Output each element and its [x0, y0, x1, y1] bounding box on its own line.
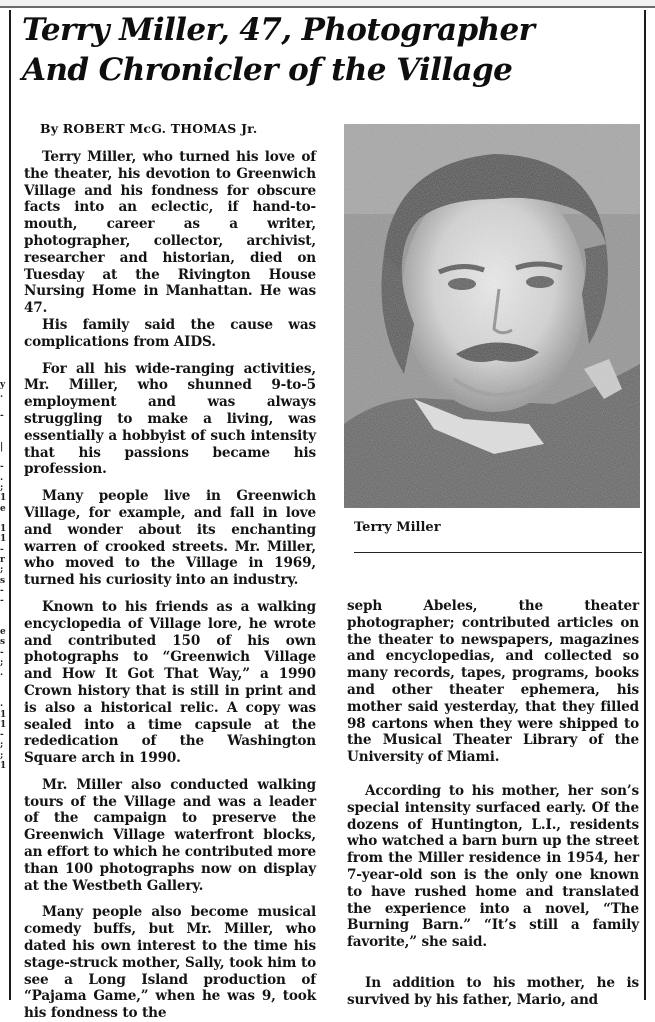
right-column-rule: [644, 10, 646, 1000]
left-column-rule: [9, 10, 11, 1000]
paragraph: Terry Miller, who turned his love of the theater, his devotion to Greenwich Village and his fondness for obscure facts into an eclectic, if hand-to-mouth, career as a writer, photographer, collector, archivist, researcher and historian, died on Tuesday at the Rivington House Nursing Home in Manhattan. He was 47.: [24, 149, 316, 317]
portrait-photo: [344, 124, 640, 508]
portrait-illustration: [344, 124, 640, 508]
caption-divider: [354, 552, 642, 553]
paragraph: In addition to his mother, he is survived by his father, Mario, and: [347, 974, 639, 1008]
paragraph: Known to his friends as a walking encyclopedia of Village lore, he wrote and contributed 150 of his own photographs to “Greenwich Village and How It Got That Way,” a 1990 Crown history that is still in print and is also a historical relic. A copy was sealed into a time capsule at the rededication of the Washington Square arch in 1990.: [24, 598, 316, 767]
paragraph: seph Abeles, the theater photographer; contributed articles on the theater to newspapers, magazines and encyclopedias, and collected so many records, tapes, programs, books and other theater ephemera, his mother said yesterday, that they filled 98 cartons when they were shipped to the Musical Theater Library of the University of Miami.: [347, 598, 639, 766]
headline-line-2: And Chronicler of the Village: [22, 52, 513, 88]
photo-caption: Terry Miller: [354, 520, 441, 535]
byline: By ROBERT McG. THOMAS Jr.: [40, 121, 258, 136]
paragraph: According to his mother, her son’s special intensity surfaced early. Of the dozens of Huntington, L.I., residents who watched a barn burn up the street from the Miller residence in 1954, her 7-year-old son is the only one known to have rushed home and translated the experience into a novel, “The Burning Barn.” “It’s still a family favorite,” she said.: [347, 782, 639, 951]
article-right-column: [347, 598, 639, 1009]
headline-line-1: Terry Miller, 47, Photographer: [22, 12, 535, 48]
paragraph: Many people live in Greenwich Village, for example, and fall in love and wonder about its enchanting warren of crooked streets. Mr. Miller, who moved to the Village in 1969, turned his curiosity into an industry.: [24, 488, 316, 589]
article-left-column: [24, 149, 316, 1022]
paragraph: His family said the cause was complications from AIDS.: [24, 316, 316, 350]
headline: [22, 10, 642, 90]
adjacent-column-fragments: y . - | - . ; 1 e 1 1 - r ; s - - e s - ; . . 1 1 - ; ; 1: [0, 380, 7, 771]
paragraph: Many people also become musical comedy buffs, but Mr. Miller, who dated his own interest to the time his stage-struck mother, Sally, took him to see a Long Island production of “Pajama Game,” when he was 9, took his fondness to the: [24, 904, 316, 1022]
paragraph: Mr. Miller also conducted walking tours of the Village and was a leader of the campaign to preserve the Greenwich Village waterfront blocks, an effort to which he contributed more than 100 photographs now on display at the Westbeth Gallery.: [24, 776, 316, 894]
page-top-edge: [0, 0, 655, 8]
paragraph: For all his wide-ranging activities, Mr. Miller, who shunned 9-to-5 employment and was always struggling to make a living, was essentially a hobbyist of such intensity that his passions became his profession.: [24, 360, 316, 478]
